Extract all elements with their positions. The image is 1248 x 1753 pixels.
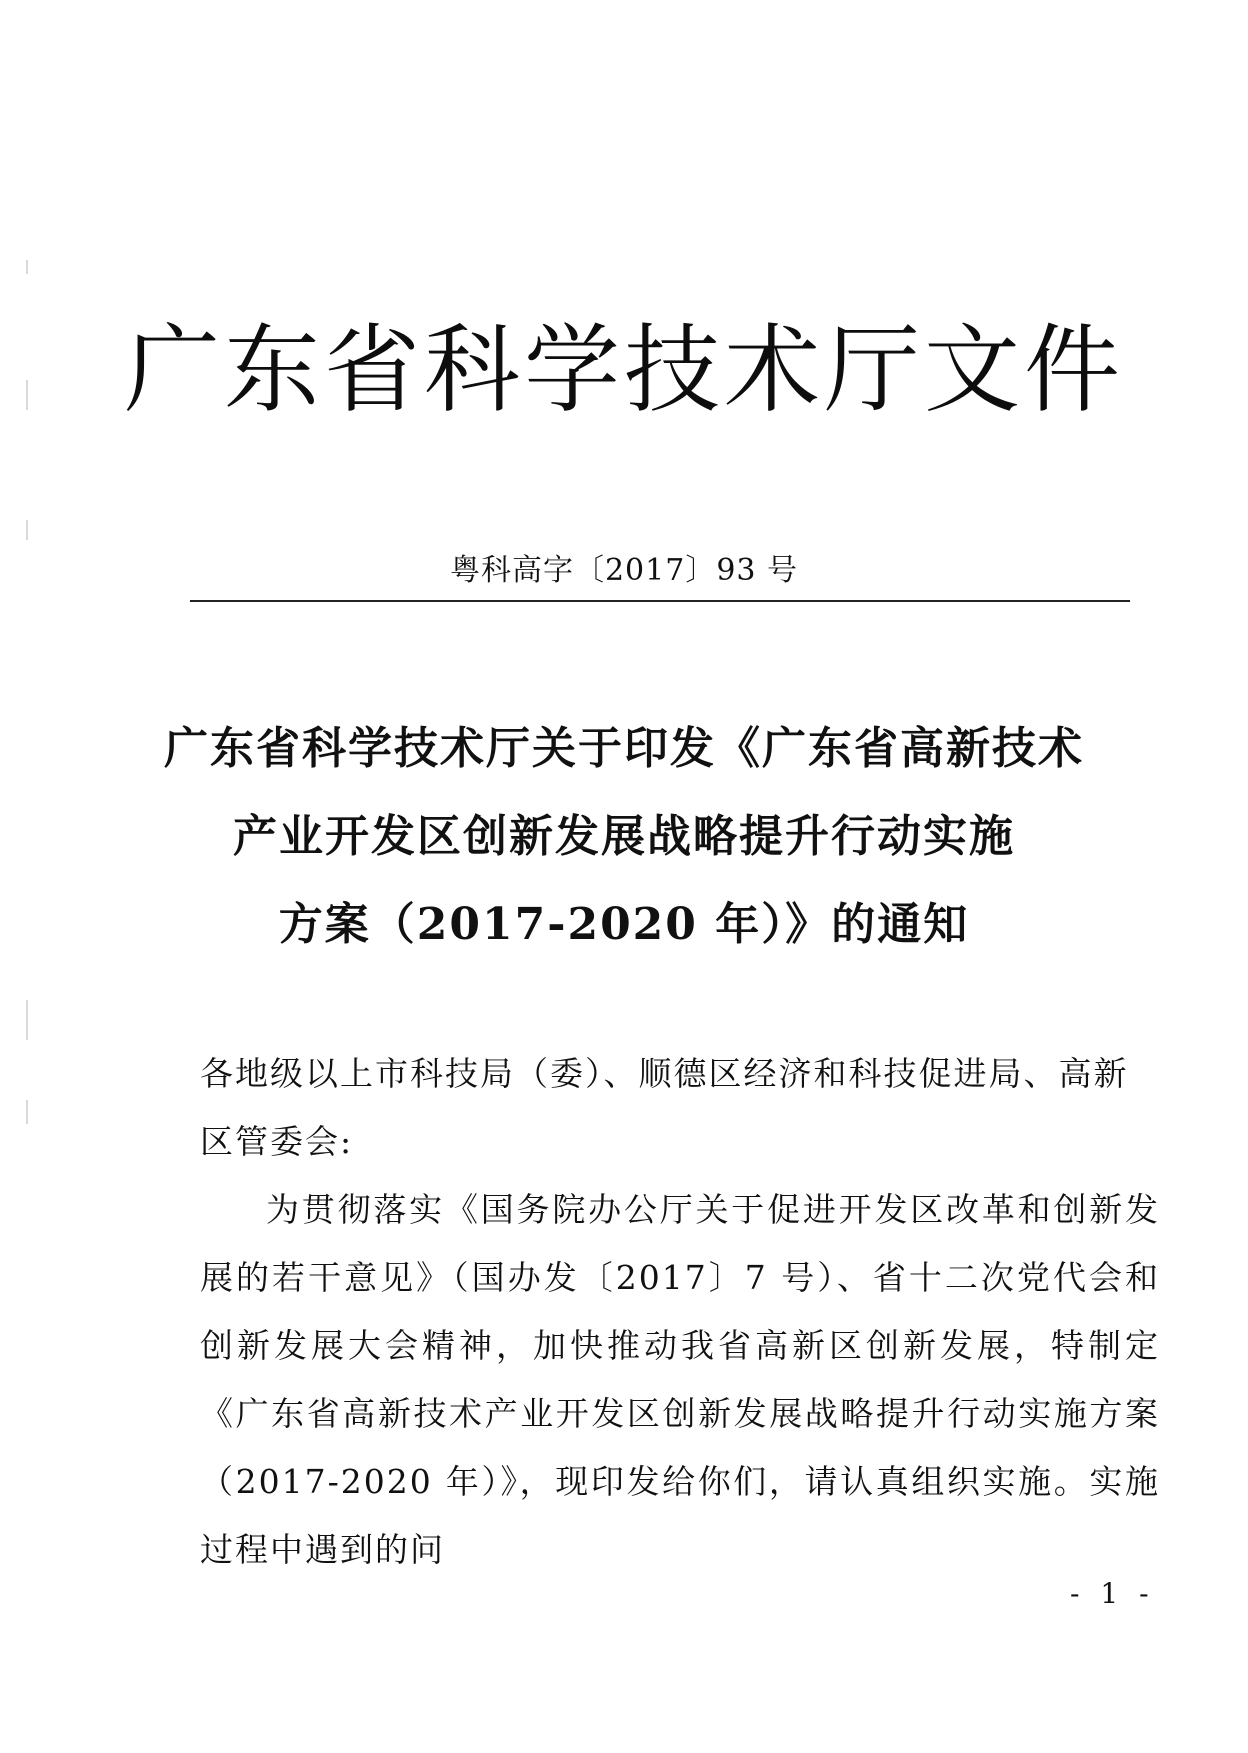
document-body: [200, 1040, 1160, 1584]
notice-title: [0, 705, 1248, 969]
title-line: 方案（2017-2020 年）》的通知: [278, 899, 970, 950]
document-number: 粤科高字〔2017〕93 号: [449, 553, 799, 588]
body-paragraph: 为贯彻落实《国务院办公厅关于促进开发区改革和创新发展的若干意见》（国办发〔2017〕7 号）、省十二次党代会和创新发展大会精神，加快推动我省高新区创新发展，特制定《广东省高新技术产业开发区创新发展战略提升行动实施方案（2017-2020 年）》，现印发给你们，请认真组织实施。实施过程中遇到的问: [200, 1190, 1160, 1569]
letterhead-title: 广东省科学技术厅文件: [124, 314, 1124, 426]
header-rule: [190, 600, 1130, 602]
scan-mark: [26, 260, 28, 274]
scan-mark: [26, 1000, 28, 1040]
page-number: - 1 -: [1070, 1577, 1155, 1610]
title-line: 产业开发区创新发展战略提升行动实施: [233, 811, 1015, 862]
scan-mark: [26, 1100, 28, 1124]
salutation: 各地级以上市科技局（委）、顺德区经济和科技促进局、高新区管委会:: [200, 1054, 1129, 1161]
title-line: 广东省科学技术厅关于印发《广东省高新技术: [164, 723, 1084, 774]
scan-mark: [26, 520, 28, 540]
